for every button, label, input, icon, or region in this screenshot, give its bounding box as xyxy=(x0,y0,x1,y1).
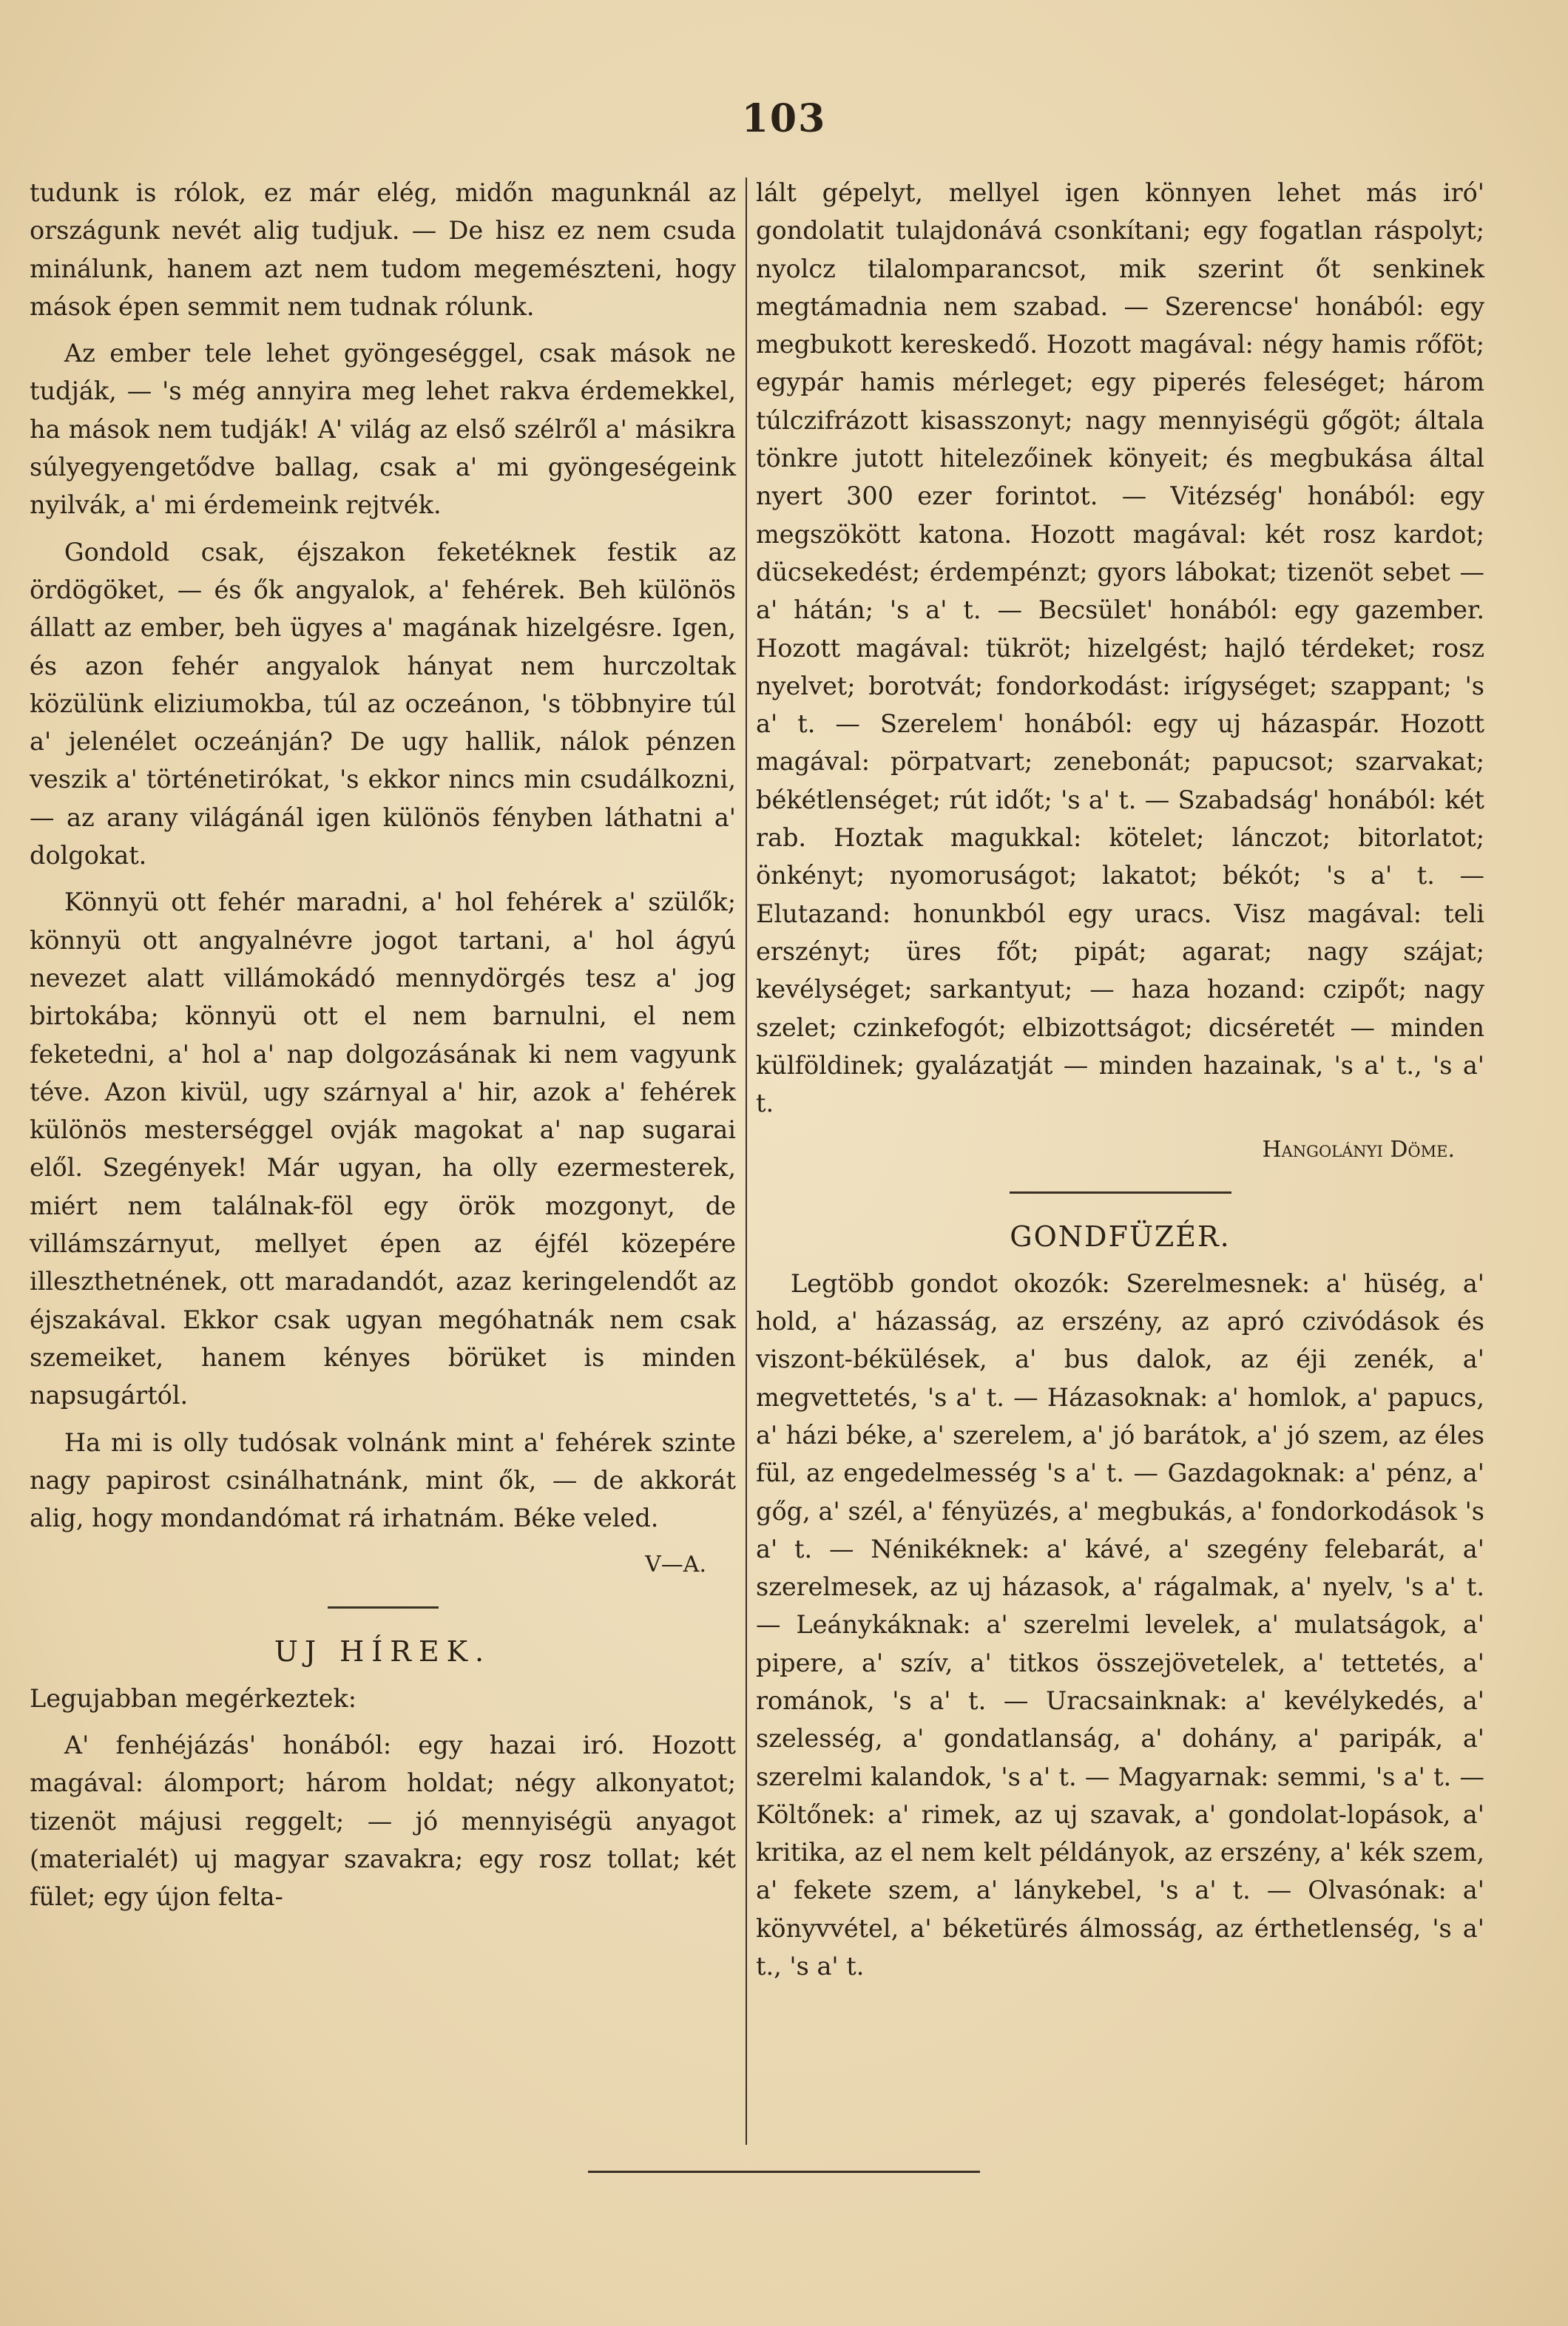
news-text-continued: lált gépelyt, mellyel igen könnyen lehet más iró' gondolatit tulajdonává csonkítani; egy fogatlan ráspolyt; nyolcz tilalomparancsot, mik szerint őt senkinek megtámadnia nem szabad. — Szerencse' honából: egy megbukott kereskedő. Hozott magával: négy hamis rőföt; egypár hamis mérleget; egy piperés feleséget; három túlczifrázott kisasszonyt; nagy mennyiségü gőgöt; általa tönkre jutott hitelezőinek könyeit; és megbukása által nyert 300 ezer forintot. — Vitézség' honából: egy megszökött katona. Hozott magával: két rosz kardot; dücsekedést; érdempénzt; gyors lábokat; tizenöt sebet — a' hátán; 's a' t. — Becsület' honából: egy gazember. Hozott magával: tükröt; hizelgést; hajló térdeket; rosz nyelvet; borotvát; fondorkodást: irígységet; szappant; 's a' t. — Szerelem' honából: egy uj házaspár. Hozott magával: pörpatvart; zenebonát; papucsot; szarvakat; békétlenséget; rút időt; 's a' t. — Szabadság' honából: két rab. Hoztak magukkal: kötelet; lánczot; bitorlatot; önkényt; nyomoruságot; lakatot; békót; 's a' t. — Elutazand: honunkból egy uracs. Visz magával: teli erszényt; üres főt; pipát; agarat; nagy szájat; kevélységet; sarkantyut; — haza hozand: czipőt; nagy szelet; czinkefogót; elbizottságot; dicséretét — minden külföldinek; gyalázatját — minden hazainak, 's a' t., 's a' t. xyxy=(756,178,1484,1118)
column-rule xyxy=(746,178,747,2145)
page-bottom-rule xyxy=(588,2171,980,2173)
left-column xyxy=(30,174,736,1924)
article-paragraph: Könnyü ott fehér maradni, a' hol fehérek a' szülők; könnyü ott angyalnévre jogot tartani, a' hol ágyú nevezet alatt villámokádó mennydörgés tesz a' jog birtokába; könnyü ott el nem barnulni, el nem feketedni, a' hol a' nap dolgozásának ki nem vagyunk téve. Azon kivül, ugy szárnyal a' hir, azok a' fehérek különös mesterséggel ovják magokat a' nap sugarai elől. Szegények! Már ugyan, ha olly ezermesterek, miért nem találnak-föl egy örök mozgonyt, de villámszárnyut, mellyet épen az éjfél közepére illeszthetnének, ott maradandót, azaz keringelendőt az éjszakával. Ekkor csak ugyan megóhatnák nem csak szemeiket, hanem kényes börüket is minden napsugártól. xyxy=(30,888,736,1410)
news-author: Hangolányi Döme. xyxy=(1262,1137,1455,1163)
gondfuzer-text: Legtöbb gondot okozók: Szerelmesnek: a' hüség, a' hold, a' házasság, az erszény, az apró czivódások és viszont-békülések, a' bus dalok, az éji zenék, a' megvettetés, 's a' t. — Házasoknak: a' homlok, a' papucs, a' házi béke, a' szerelem, a' jó barátok, a' jó szem, az éles fül, az engedelmesség 's a' t. — Gazdagoknak: a' pénz, a' gőg, a' szél, a' fényüzés, a' megbukás, a' fondorkodások 's a' t. — Nénikéknek: a' kávé, a' szegény felebarát, a' szerelmesek, az uj házasok, a' rágalmak, a' nyelv, 's a' t. — Leánykáknak: a' szerelmi levelek, a' mulatságok, a' pipere, a' szív, a' titkos összejövetelek, a' tettetés, a' románok, 's a' t. — Uracsainknak: a' kevélykedés, a' szelesség, a' gondatlanság, a' dohány, a' paripák, a' szerelmi kalandok, 's a' t. — Magyarnak: semmi, 's a' t. — Költőnek: a' rimek, az uj szavak, a' gondolat-lopások, a' kritika, az el nem kelt példányok, az erszény, a' kék szem, a' fekete szem, a' lánykebel, 's a' t. — Olvasónak: a' könyvvétel, a' béketürés álmosság, az érthetlenség, 's a' t., 's a' t. xyxy=(756,1268,1484,1981)
page-number: 103 xyxy=(741,96,827,141)
news-intro: Legujabban megérkeztek: xyxy=(30,1683,357,1713)
article-paragraph: tudunk is rólok, ez már elég, midőn magunknál az országunk nevét alig tudjuk. — De hisz ez nem csuda minálunk, hanem azt nem tudom megemészteni, hogy mások épen semmit nem tudnak rólunk. xyxy=(30,178,736,321)
article-paragraph: Gondold csak, éjszakon feketéknek festik az ördögöket, — és ők angyalok, a' fehérek. Beh különös állatt az ember, beh ügyes a' magának hizelgésre. Igen, és azon fehér angyalok hányat nem hurczoltak közülünk eliziumokba, túl az oczeánon, 's többnyire túl a' jelenélet oczeánján? De ugy hallik, nálok pénzen veszik a' történetirókat, 's ekkor nincs min csudálkozni, — az arany világánál igen különös fényben láthatni a' dolgokat. xyxy=(30,537,736,870)
section-divider xyxy=(1010,1191,1231,1194)
news-text: A' fenhéjázás' honából: egy hazai iró. Hozott magával: álomport; három holdat; négy alkonyatot; tizenöt májusi reggelt; — jó mennyiségü anyagot (materialét) uj magyar szavakra; egy rosz tollat; két fület; egy újon felta- xyxy=(30,1730,736,1912)
news-section-title: UJ HÍREK. xyxy=(274,1634,492,1668)
article-paragraph: Ha mi is olly tudósak volnánk mint a' fehérek szinte nagy papirost csinálhatnánk, mint ők, — de akkorát alig, hogy mondandómat rá irhatnám. Béke veled. xyxy=(30,1427,736,1533)
section-divider xyxy=(328,1606,439,1609)
article-paragraph: Az ember tele lehet gyöngeséggel, csak mások ne tudják, — 's még annyira meg lehet rakva érdemekkel, ha mások nem tudják! A' világ az első szélről a' másikra súlyegyengetődve ballag, csak a' mi gyöngeségeink nyilvák, a' mi érdemeink rejtvék. xyxy=(30,339,736,520)
article-signature: V—A. xyxy=(645,1552,706,1578)
gondfuzer-title: GONDFÜZÉR. xyxy=(1010,1220,1231,1253)
right-column xyxy=(756,174,1484,1994)
